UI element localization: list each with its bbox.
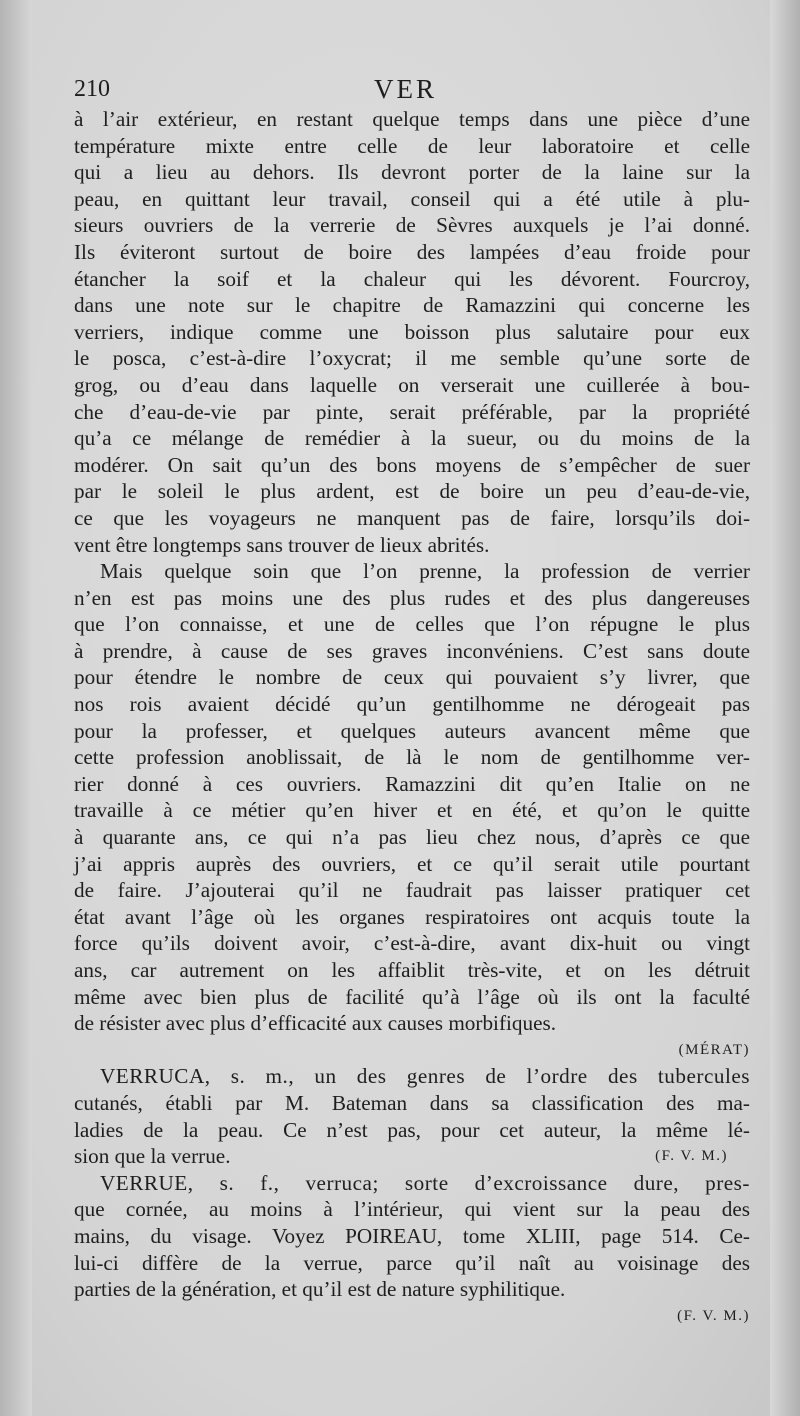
text-line: Ils éviteront surtout de boire des lampées d’eau froide pour — [74, 239, 750, 264]
text-line: j’ai appris auprès des ouvriers, et ce qu’il serait utile pourtant — [74, 851, 750, 876]
author-signature: (F. V. M.) — [677, 1307, 750, 1324]
text-line: grog, ou d’eau dans laquelle on verserait une cuillerée à bou- — [74, 372, 750, 397]
running-head-title: VER — [374, 74, 437, 104]
text-line: n’en est pas moins une des plus rudes et des plus dangereuses — [74, 585, 750, 610]
text-line: nos rois avaient décidé qu’un gentilhomme ne dérogeait pas — [74, 692, 750, 717]
text-line: même avec bien plus de facilité qu’à l’âge où ils ont la faculté — [74, 984, 750, 1009]
text-line: de résister avec plus d’efficacité aux causes morbifiques. — [74, 1011, 557, 1036]
body-text — [74, 106, 750, 1329]
text-line: à prendre, à cause de ses graves inconvéniens. C’est sans doute — [74, 638, 750, 663]
text-line: modérer. On sait qu’un des bons moyens de s’empêcher de suer — [74, 452, 750, 477]
text-line: lui-ci diffère de la verrue, parce qu’il naît au voisinage des — [74, 1250, 750, 1275]
text-line: à l’air extérieur, en restant quelque temps dans une pièce d’une — [74, 107, 750, 131]
text-line: pour la professer, et quelques auteurs avancent même que — [74, 718, 750, 743]
text-line: qui a lieu au dehors. Ils devront porter de la laine sur la — [74, 160, 750, 185]
running-head — [74, 76, 754, 108]
text-line: de faire. J’ajouterai qu’il ne faudrait pas laisser pratiquer cet — [74, 878, 750, 903]
text-line: ladies de la peau. Ce n’est pas, pour cet auteur, la même lé- — [74, 1117, 750, 1142]
text-line: verriers, indique comme une boisson plus salutaire pour eux — [74, 319, 750, 344]
text-fragment: sion que la verrue. — [74, 1144, 231, 1169]
page-left-edge-shadow — [0, 0, 32, 1416]
text-line: état avant l’âge où les organes respiratoires ont acquis toute la — [74, 904, 750, 929]
text-line: dans une note sur le chapitre de Ramazzini qui concerne les — [74, 293, 750, 318]
text-line: parties de la génération, et qu’il est de nature syphilitique. — [74, 1277, 566, 1302]
text-line: pour étendre le nombre de ceux qui pouvaient s’y livrer, que — [74, 665, 750, 690]
text-line: qu’a ce mélange de remédier à la sueur, ou du moins de la — [74, 426, 750, 451]
text-line: mains, du visage. Voyez POIREAU, tome XLIII, page 514. Ce- — [74, 1223, 750, 1248]
text-line: travaille à ce métier qu’en hiver et en été, et qu’on le quitte — [74, 798, 750, 823]
text-line: rier donné à ces ouvriers. Ramazzini dit qu’en Italie on ne — [74, 771, 750, 796]
entry-verrue: VERRUE, s. f., verruca; sorte d’excroissance dure, pres- — [100, 1170, 750, 1195]
text-line: cutanés, établi par M. Bateman dans sa classification des ma- — [74, 1090, 750, 1115]
text-line: vent être longtemps sans trouver de lieux abrités. — [74, 532, 490, 557]
text-line: température mixte entre celle de leur laboratoire et celle — [74, 133, 750, 158]
text-line: Mais quelque soin que l’on prenne, la profession de verrier — [100, 559, 750, 584]
text-line: sieurs ouvriers de la verrerie de Sèvres auxquels je l’ai donné. — [74, 213, 750, 238]
text-line: à quarante ans, ce qui n’a pas lieu chez nous, d’après ce que — [74, 825, 750, 850]
text-line: que cornée, au moins à l’intérieur, qui vient sur la peau des — [74, 1197, 750, 1222]
text-line: peau, en quittant leur travail, conseil qui a été utile à plu- — [74, 186, 750, 211]
text-line: che d’eau-de-vie par pinte, serait préférable, par la propriété — [74, 399, 750, 424]
text-line: par le soleil le plus ardent, est de boire un peu d’eau-de-vie, — [74, 479, 750, 504]
author-signature: (MÉRAT) — [678, 1041, 750, 1058]
text-line: étancher la soif et la chaleur qui les dévorent. Fourcroy, — [74, 266, 750, 291]
page-right-edge-shadow — [770, 0, 800, 1416]
text-line: ans, car autrement on les affaiblit très-vite, et on les détruit — [74, 958, 750, 982]
text-line: ce que les voyageurs ne manquent pas de faire, lorsqu’ils doi- — [74, 505, 750, 530]
entry-verruca: VERRUCA, s. m., un des genres de l’ordre des tubercules — [100, 1064, 750, 1089]
text-line: le posca, c’est-à-dire l’oxycrat; il me semble qu’une sorte de — [74, 346, 750, 371]
text-line: cette profession anoblissait, de là le nom de gentilhomme ver- — [74, 745, 750, 770]
author-signature: (F. V. M.) — [655, 1148, 728, 1165]
page-number: 210 — [74, 76, 110, 102]
text-line: que l’on connaisse, et une de celles que l’on répugne le plus — [74, 612, 750, 637]
text-line-with-signature — [74, 1143, 750, 1170]
text-line: force qu’ils doivent avoir, c’est-à-dire, avant dix-huit ou vingt — [74, 931, 750, 956]
